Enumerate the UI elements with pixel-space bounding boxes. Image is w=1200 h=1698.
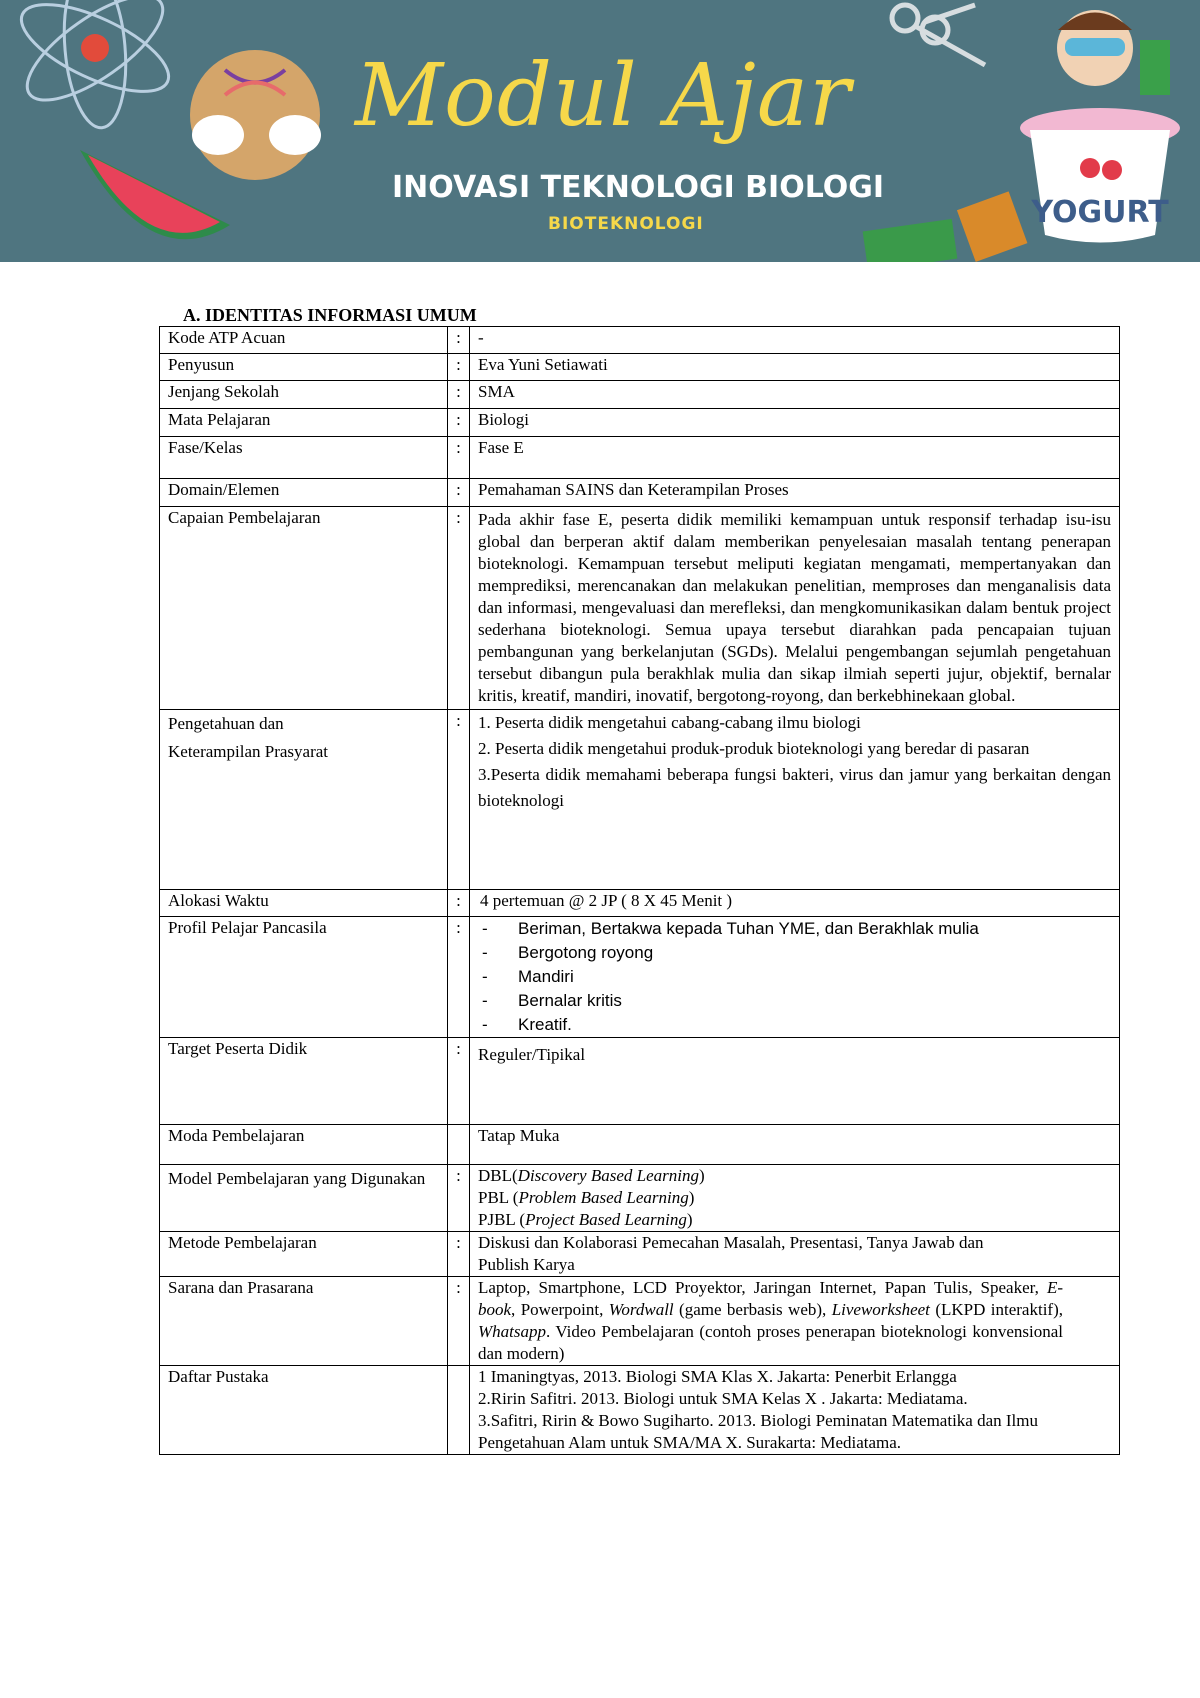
sheep-cloning-icon: [190, 50, 321, 180]
row-value: Reguler/Tipikal: [470, 1038, 1120, 1125]
row-colon: :: [448, 327, 470, 354]
row-value: Biologi: [470, 409, 1120, 437]
scientist-icon: [1057, 10, 1170, 95]
model-pbl: PBL (Problem Based Learning): [478, 1188, 695, 1207]
row-colon: :: [448, 1038, 470, 1125]
tempeh-icon: [863, 191, 1028, 262]
row-value: [470, 710, 1120, 890]
table-row: [160, 917, 1120, 1038]
row-value: Fase E: [470, 437, 1120, 479]
table-row: [160, 1232, 1120, 1277]
reference-item: 2.Ririn Safitri. 2013. Biologi untuk SMA Kelas X . Jakarta: Mediatama.: [478, 1389, 968, 1408]
table-row: [160, 327, 1120, 354]
row-label: Alokasi Waktu: [160, 890, 448, 917]
row-colon: :: [448, 437, 470, 479]
table-row: [160, 354, 1120, 381]
table-row: [160, 479, 1120, 507]
row-value: Pada akhir fase E, peserta didik memiliki kemampuan untuk responsif terhadap isu-isu global dan berperan aktif dalam memberikan penyelesaian masalah tentang penerapan bioteknologi. Kemampuan tersebut meliputi kegiatan mengamati, mempertanyakan dan memprediksi, merencanakan dan melakukan penelitian, memproses dan menganalisis data dan informasi, mengevaluasi dan merefleksi, dan mengkomunikasikan dalam bentuk project sederhana bioteknologi. Semua upaya tersebut diarahkan pada pencapaian tujuan pembangunan yang berkelanjutan (SGDs). Melalui pengembangan sejumlah pengetahuan tersebut dibangun pula berakhlak mulia dan sikap ilmiah seperti jujur, objektif, bernalar kritis, kreatif, mandiri, inovatif, bergotong-royong, dan berkebhinekaan global.: [470, 507, 1120, 710]
info-table: [159, 326, 1120, 1455]
table-row: [160, 1038, 1120, 1125]
row-label: Domain/Elemen: [160, 479, 448, 507]
svg-text:YOGURT: YOGURT: [1031, 195, 1169, 230]
table-row: [160, 437, 1120, 479]
row-label: Capaian Pembelajaran: [160, 507, 448, 710]
row-colon: [448, 1125, 470, 1165]
row-colon: [448, 1366, 470, 1455]
row-label: Penyusun: [160, 354, 448, 381]
row-value: [470, 917, 1120, 1038]
row-label: Sarana dan Prasarana: [160, 1277, 448, 1366]
row-label: Mata Pelajaran: [160, 409, 448, 437]
yogurt-cup-icon: [1020, 108, 1180, 243]
row-value: SMA: [470, 381, 1120, 409]
row-value: [470, 1165, 1120, 1232]
table-row: [160, 710, 1120, 890]
row-colon: :: [448, 507, 470, 710]
watermelon-icon: [80, 150, 230, 239]
row-label: Kode ATP Acuan: [160, 327, 448, 354]
row-label: [160, 710, 448, 890]
row-colon: :: [448, 1165, 470, 1232]
model-pjbl: PJBL (Project Based Learning): [478, 1210, 693, 1229]
row-label: Profil Pelajar Pancasila: [160, 917, 448, 1038]
atom-icon: [10, 0, 180, 130]
model-dbl: DBL(Discovery Based Learning): [478, 1166, 705, 1185]
row-value: Diskusi dan Kolaborasi Pemecahan Masalah, Presentasi, Tanya Jawab dan Publish Karya: [470, 1232, 1120, 1277]
table-row: [160, 1277, 1120, 1366]
banner-title: Modul Ajar: [355, 46, 852, 146]
row-colon: :: [448, 917, 470, 1038]
header-banner: [0, 0, 1200, 262]
row-value: Eva Yuni Setiawati: [470, 354, 1120, 381]
row-colon: :: [448, 409, 470, 437]
list-item: 3.Peserta didik memahami beberapa fungsi bakteri, virus dan jamur yang berkaitan dengan bioteknologi: [478, 765, 1111, 810]
list-item: - Beriman, Bertakwa kepada Tuhan YME, dan Berakhlak mulia: [478, 917, 1049, 941]
row-value: 4 pertemuan @ 2 JP ( 8 X 45 Menit ): [470, 890, 1120, 917]
label-line: Pengetahuan dan: [168, 714, 284, 733]
table-row: [160, 890, 1120, 917]
row-colon: :: [448, 381, 470, 409]
list-item: - Mandiri: [478, 965, 1049, 989]
row-colon: :: [448, 710, 470, 890]
table-row: [160, 1366, 1120, 1455]
banner-tag: BIOTEKNOLOGI: [548, 214, 704, 234]
row-colon: :: [448, 354, 470, 381]
row-colon: :: [448, 1277, 470, 1366]
section-title: A. IDENTITAS INFORMASI UMUM: [183, 305, 477, 325]
row-value: [470, 1366, 1120, 1455]
row-value: Laptop, Smartphone, LCD Proyektor, Jaringan Internet, Papan Tulis, Speaker, E-book, Powerpoint, Wordwall (game berbasis web), Liveworksheet (LKPD interaktif), Whatsapp. Video Pembelajaran (contoh proses penerapan bioteknologi konvensional dan modern): [470, 1277, 1120, 1366]
scissors-icon: [892, 5, 985, 65]
row-value: Tatap Muka: [470, 1125, 1120, 1165]
reference-item: 3.Safitri, Ririn & Bowo Sugiharto. 2013. Biologi Peminatan Matematika dan Ilmu Pengetahuan Alam untuk SMA/MA X. Surakarta: Mediatama.: [478, 1411, 1038, 1452]
table-row: [160, 381, 1120, 409]
row-colon: :: [448, 890, 470, 917]
label-line: Keterampilan Prasyarat: [168, 742, 329, 761]
table-row: [160, 1125, 1120, 1165]
table-row: [160, 507, 1120, 710]
table-row: [160, 409, 1120, 437]
list-item: - Bergotong royong: [478, 941, 1049, 965]
list-item: - Bernalar kritis: [478, 989, 1049, 1013]
row-label: Fase/Kelas: [160, 437, 448, 479]
row-label: Target Peserta Didik: [160, 1038, 448, 1125]
list-item: 1. Peserta didik mengetahui cabang-cabang ilmu biologi: [478, 713, 861, 732]
atom-nucleus-icon: [81, 34, 109, 62]
list-item: 2. Peserta didik mengetahui produk-produk bioteknologi yang beredar di pasaran: [478, 739, 1030, 758]
table-row: [160, 1165, 1120, 1232]
row-colon: :: [448, 479, 470, 507]
banner-subtitle: INOVASI TEKNOLOGI BIOLOGI: [392, 170, 885, 205]
row-label: Model Pembelajaran yang Digunakan: [160, 1165, 448, 1232]
reference-item: 1 Imaningtyas, 2013. Biologi SMA Klas X. Jakarta: Penerbit Erlangga: [478, 1367, 957, 1386]
row-label: Moda Pembelajaran: [160, 1125, 448, 1165]
list-item: - Kreatif.: [478, 1013, 1049, 1037]
profil-list: [478, 917, 1049, 1037]
row-label: Metode Pembelajaran: [160, 1232, 448, 1277]
row-value: Pemahaman SAINS dan Keterampilan Proses: [470, 479, 1120, 507]
row-value: -: [470, 327, 1120, 354]
row-label: Daftar Pustaka: [160, 1366, 448, 1455]
row-label: Jenjang Sekolah: [160, 381, 448, 409]
row-colon: :: [448, 1232, 470, 1277]
